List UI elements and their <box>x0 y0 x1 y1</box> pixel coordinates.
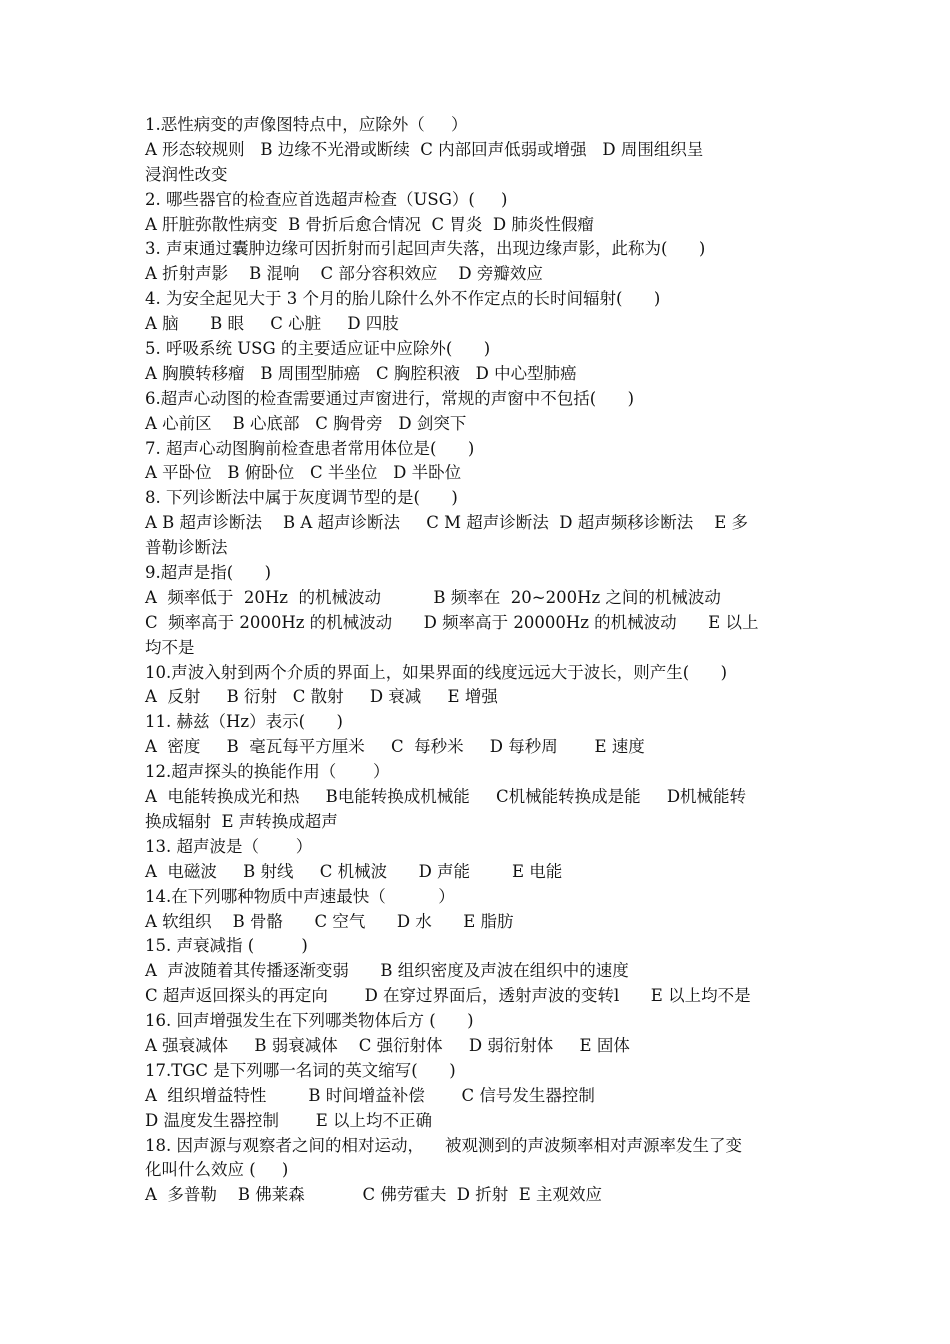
question-15-options: A 声波随着其传播逐渐变弱 B 组织密度及声波在组织中的速度 <box>145 961 629 981</box>
question-15-options-continued: C 超声返回探头的再定向 D 在穿过界面后，透射声波的变转l E 以上均不是 <box>145 986 751 1006</box>
question-18-stem: 18. 因声源与观察者之间的相对运动， 被观测到的声波频率相对声源率发生了变 <box>145 1135 742 1155</box>
question-1-options-continued: 浸润性改变 <box>145 164 228 184</box>
question-17-stem: 17.TGC 是下列哪一名词的英文缩写( ) <box>145 1060 456 1080</box>
question-16-options: A 强衰减体 B 弱衰减体 C 强衍射体 D 弱衍射体 E 固体 <box>145 1035 630 1055</box>
question-12-options-continued: 换成辐射 E 声转换成超声 <box>145 811 338 831</box>
question-1-stem: 1.恶性病变的声像图特点中，应除外（ ） <box>145 115 468 134</box>
question-5-stem: 5. 呼吸系统 USG 的主要适应证中应除外( ) <box>145 339 491 359</box>
question-9-options-continued: C 频率高于 2000Hz 的机械波动 D 频率高于 20000Hz 的机械波动 E 以上 <box>145 612 759 632</box>
question-12-options: A 电能转换成光和热 B电能转换成机械能 C机械能转换成是能 D机械能转 <box>145 787 747 807</box>
question-13-options: A 电磁波 B 射线 C 机械波 D 声能 E 电能 <box>145 861 563 881</box>
question-11-options: A 密度 B 毫瓦每平方厘米 C 每秒米 D 每秒周 E 速度 <box>145 737 645 757</box>
question-2-options: A 肝脏弥散性病变 B 骨折后愈合情况 C 胃炎 D 肺炎性假瘤 <box>145 214 594 234</box>
question-18-options: A 多普勒 B 佛莱森 C 佛劳霍夫 D 折射 E 主观效应 <box>145 1185 603 1205</box>
question-7-stem: 7. 超声心动图胸前检查患者常用体位是( ) <box>145 438 475 458</box>
question-12-stem: 12.超声探头的换能作用（ ） <box>145 762 390 782</box>
question-6-options: A 心前区 B 心底部 C 胸骨旁 D 剑突下 <box>145 413 467 433</box>
question-18-stem-continued: 化叫什么效应 ( ) <box>145 1160 289 1180</box>
question-4-options: A 脑 B 眼 C 心脏 D 四肢 <box>145 314 399 334</box>
question-9-stem: 9.超声是指( ) <box>145 563 272 583</box>
question-8-options: A B 超声诊断法 B A 超声诊断法 C M 超声诊断法 D 超声频移诊断法 E 多 <box>145 513 749 533</box>
question-11-stem: 11. 赫兹（Hz）表示( ) <box>145 712 343 732</box>
question-14-options: A 软组织 B 骨骼 C 空气 D 水 E 脂肪 <box>145 911 514 931</box>
question-9-options-end: 均不是 <box>145 637 195 657</box>
question-14-stem: 14.在下列哪种物质中声速最快（ ） <box>145 886 455 906</box>
question-1-options: A 形态较规则 B 边缘不光滑或断续 C 内部回声低弱或增强 D 周围组织呈 <box>145 139 704 159</box>
question-8-stem: 8. 下列诊断法中属于灰度调节型的是( ) <box>145 488 458 508</box>
question-15-stem: 15. 声衰减指 ( ) <box>145 936 308 956</box>
question-3-options: A 折射声影 B 混响 C 部分容积效应 D 旁瓣效应 <box>145 264 543 284</box>
question-16-stem: 16. 回声增强发生在下列哪类物体后方 ( ) <box>145 1011 474 1031</box>
question-list <box>145 113 810 1208</box>
question-6-stem: 6.超声心动图的检查需要通过声窗进行，常规的声窗中不包括( ) <box>145 388 635 408</box>
question-10-options: A 反射 B 衍射 C 散射 D 衰减 E 增强 <box>145 687 498 707</box>
question-10-stem: 10.声波入射到两个介质的界面上，如果界面的线度远远大于波长，则产生( ) <box>145 662 728 682</box>
question-5-options: A 胸膜转移瘤 B 周围型肺癌 C 胸腔积液 D 中心型肺癌 <box>145 363 577 383</box>
question-8-options-continued: 普勒诊断法 <box>145 538 228 558</box>
question-9-options: A 频率低于 20Hz 的机械波动 B 频率在 20~200Hz 之间的机械波动 <box>145 587 721 607</box>
question-3-stem: 3. 声束通过囊肿边缘可因折射而引起回声失落，出现边缘声影，此称为( ) <box>145 239 706 259</box>
question-2-stem: 2. 哪些器官的检查应首选超声检查（USG）( ) <box>145 189 508 209</box>
question-17-options: A 组织增益特性 B 时间增益补偿 C 信号发生器控制 <box>145 1085 595 1105</box>
question-13-stem: 13. 超声波是（ ） <box>145 836 313 856</box>
question-7-options: A 平卧位 B 俯卧位 C 半坐位 D 半卧位 <box>145 463 462 483</box>
question-4-stem: 4. 为安全起见大于 3 个月的胎儿除什么外不作定点的长时间辐射( ) <box>145 289 661 309</box>
question-17-options-continued: D 温度发生器控制 E 以上均不正确 <box>145 1110 432 1130</box>
